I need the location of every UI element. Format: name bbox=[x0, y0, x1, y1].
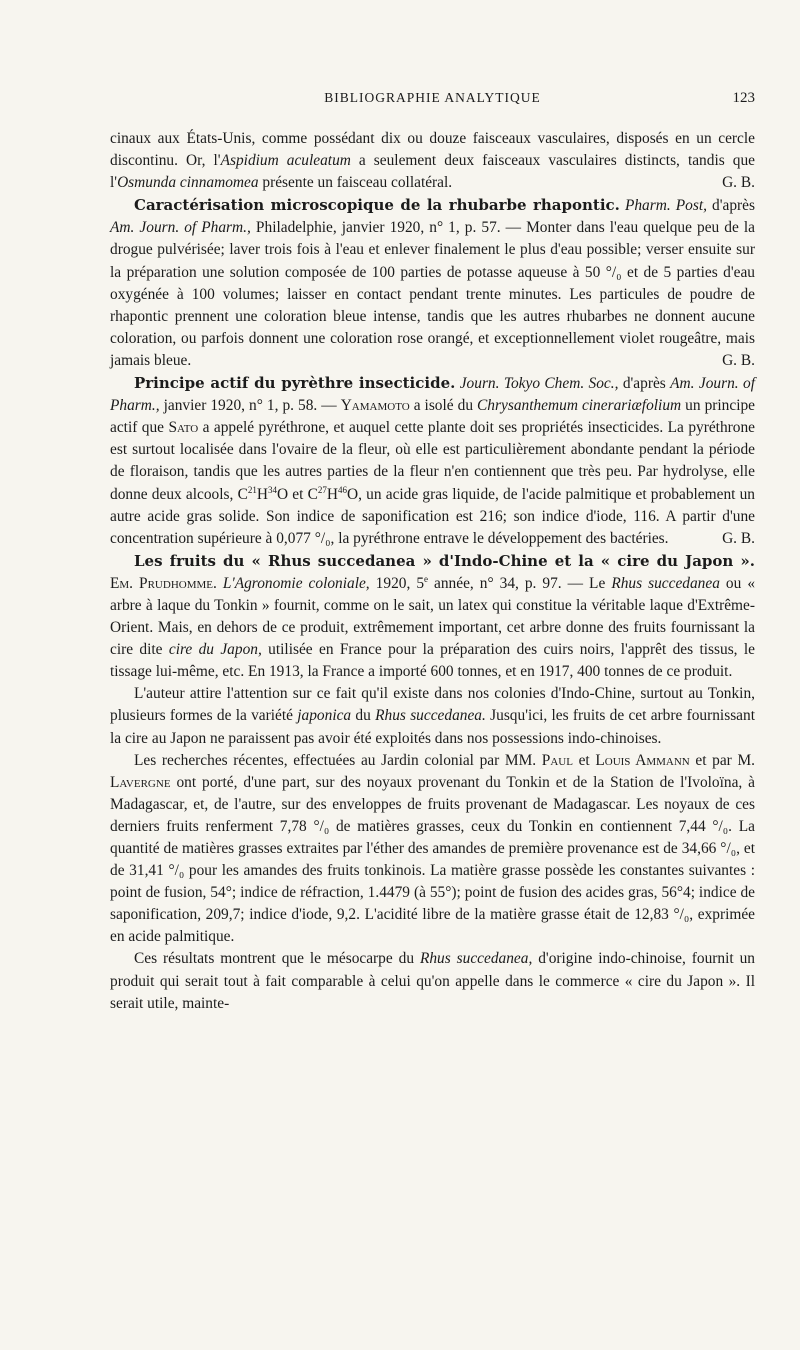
species-name: Osmunda cinnamomea bbox=[117, 174, 259, 192]
text: 1920, 5 bbox=[369, 574, 425, 592]
author-initials: G. B. bbox=[722, 351, 755, 369]
paragraph-indochine bbox=[110, 683, 755, 749]
text: H bbox=[256, 485, 268, 503]
author-name: Em. Prudhomme. bbox=[110, 574, 217, 592]
page-number: 123 bbox=[732, 90, 755, 106]
text: L'auteur attire l'attention sur ce fait qu'il existe dans nos colonies d'Indo-Chine, surtout au Tonkin, plusieurs formes de la variété bbox=[110, 685, 755, 725]
paragraph-recherches bbox=[110, 750, 755, 949]
entry-pyrethre bbox=[110, 372, 755, 550]
author-name: Paul bbox=[541, 751, 573, 769]
text: ou « arbre à laque du Tonkin » fournit, comme on le sait, un latex qui constitue la véritable laque d'Extrême-Orient. Mais, en dehors de ce produit, extrêmement important, cet arbre donne des fruits fournissant la cire dite bbox=[110, 574, 756, 659]
product-name: cire du Japon, bbox=[168, 641, 262, 659]
formula-superscript: 46 bbox=[337, 484, 347, 495]
variety-name: japonica bbox=[297, 707, 352, 725]
species-name: Rhus succedanea bbox=[611, 574, 720, 592]
text: année, n° 34, p. 97. — Le bbox=[428, 574, 612, 592]
paragraph-resultats bbox=[110, 948, 755, 1014]
species-name: Chrysanthemum cinerariæfolium bbox=[477, 397, 682, 415]
text: a appelé pyréthrone, et auquel cette plante doit ses propriétés insecticides. La pyréthrone est surtout localisée dans l'ovaire de la fleur, où elle est particulièrement abondante pendant la période de floraison, tandis que les autres parties de la fleur n'en contiennent que très peu. Par hydrolyse, elle donne deux alcools, C bbox=[110, 419, 755, 503]
source-journal: Am. Journ. of Pharm., bbox=[110, 375, 755, 415]
entry-rhus bbox=[110, 550, 755, 684]
text: d'après bbox=[706, 197, 755, 215]
text: Les recherches récentes, effectuées au Jardin colonial par MM. bbox=[134, 751, 542, 769]
entry-title: Caractérisation microscopique de la rhubarbe rhapontic. bbox=[134, 196, 620, 215]
formula-superscript: 34 bbox=[267, 484, 277, 495]
source-journal: L'Agronomie coloniale, bbox=[222, 574, 370, 592]
source-journal: Pharm. Post, bbox=[624, 197, 707, 215]
text: d'origine indo-chinoise, fournit un produit qui serait tout à fait comparable à celui qu'on appelle dans le commerce « cire du Japon ». Il serait utile, mainte- bbox=[110, 950, 755, 1012]
source-journal: Am. Journ. of Pharm., bbox=[110, 219, 251, 237]
paragraph-osmunda-end bbox=[110, 128, 755, 194]
entry-title: Principe actif du pyrèthre insecticide. bbox=[134, 374, 456, 393]
source-journal: Journ. Tokyo Chem. Soc., bbox=[459, 375, 619, 393]
running-title: BIBLIOGRAPHIE ANALYTIQUE bbox=[324, 90, 541, 105]
text: Ces résultats montrent que le mésocarpe du bbox=[134, 950, 420, 968]
author-name: Yamamoto bbox=[340, 397, 410, 415]
text: O et C bbox=[276, 485, 318, 503]
author-name: Lavergne bbox=[110, 773, 171, 791]
text: utilisée en France pour la préparation des cuirs noirs, l'apprêt des tissus, le tissage lui-même, etc. En 1913, la France a importé 600 tonnes, et en 1917, 400 tonnes de ce produit. bbox=[110, 641, 755, 681]
species-name: Rhus succedanea. bbox=[375, 707, 486, 725]
species-name: Aspidium aculeatum bbox=[220, 152, 351, 170]
entry-rhubarbe bbox=[110, 194, 755, 372]
ordinal-superscript: e bbox=[424, 573, 429, 584]
formula-superscript: 27 bbox=[317, 484, 327, 495]
author-name: Sato bbox=[168, 419, 199, 437]
text: un principe actif que bbox=[110, 397, 755, 437]
author-initials: G. B. bbox=[722, 529, 755, 547]
entry-title: Les fruits du « Rhus succedanea » d'Indo-Chine et la « cire du Japon ». bbox=[134, 551, 755, 570]
text: et par M. bbox=[689, 751, 755, 769]
text: a isolé du bbox=[409, 397, 478, 415]
text: présente un faisceau collatéral. bbox=[258, 174, 453, 192]
text: janvier 1920, n° 1, p. 58. — bbox=[159, 397, 341, 415]
species-name: Rhus succedanea, bbox=[419, 950, 533, 968]
text: et bbox=[572, 751, 596, 769]
author-name: Louis Ammann bbox=[595, 751, 690, 769]
text: Philadelphie, janvier 1920, n° 1, p. 57. — Monter dans l'eau quelque peu de la drogue pulvérisée; laver trois fois à l'eau et enlever finalement le plus d'eau possible; verser ensuite sur la préparation une solution composée de 100 parties de potasse aqueuse à 50 °/₀ et de 5 parties d'eau oxygénée à 100 volumes; laisser en contact pendant trente minutes. Les particules de poudre de rhapontic prennent une coloration bleue intense, tandis que les autres rhubarbes ne donnent aucune coloration, ou parfois donnent une coloration rose orangé, et exceptionnellement violet rougeâtre, mais jamais bleue. bbox=[110, 219, 755, 369]
page-header bbox=[110, 90, 755, 114]
text: cinaux aux États-Unis, comme possédant dix ou douze faisceaux vasculaires, disposés en un cercle discontinu. Or, l' bbox=[110, 130, 755, 170]
body-text bbox=[110, 128, 755, 1015]
author-initials: G. B. bbox=[722, 174, 755, 192]
text: a seulement deux faisceaux vasculaires distincts, tandis que l' bbox=[110, 152, 755, 192]
text: d'après bbox=[618, 375, 671, 393]
text: Jusqu'ici, les fruits de cet arbre fournissant la cire au Japon ne paraissent pas avoir été exploités dans nos possessions indo-chinoises. bbox=[110, 707, 755, 747]
text: ont porté, d'une part, sur des noyaux provenant du Tonkin et de la Station de l'Ivoloïna, à Madagascar, et, de l'autre, sur des enveloppes de fruits provenant de Madagascar. Les noyaux de ces derniers fruits renferment 7,78 °/₀ de matières grasses, ceux du Tonkin en contiennent 7,44 °/₀. La quantité de matières grasses extraites par l'éther des amandes de première provenance est de 34,66 °/₀, et de 31,41 °/₀ pour les amandes des fruits tonkinois. La matière grasse possède les constantes suivantes : point de fusion, 54°; indice de réfraction, 1.4479 (à 55°); point de fusion des acides gras, 56°4; indice de saponification, 209,7; indice d'iode, 9,2. L'acidité libre de la matière grasse était de 12,83 °/₀, exprimée en acide palmitique. bbox=[110, 773, 755, 946]
text: O, un acide gras liquide, de l'acide palmitique et probablement un autre acide gras solide. Son indice de saponification est 216; son indice d'iode, 116. A partir d'une concentration supérieure à 0,077 °/₀, la pyréthrone entrave le développement des bactéries. bbox=[110, 485, 756, 547]
text: du bbox=[351, 707, 376, 725]
text: H bbox=[326, 485, 338, 503]
formula-superscript: 21 bbox=[247, 484, 257, 495]
